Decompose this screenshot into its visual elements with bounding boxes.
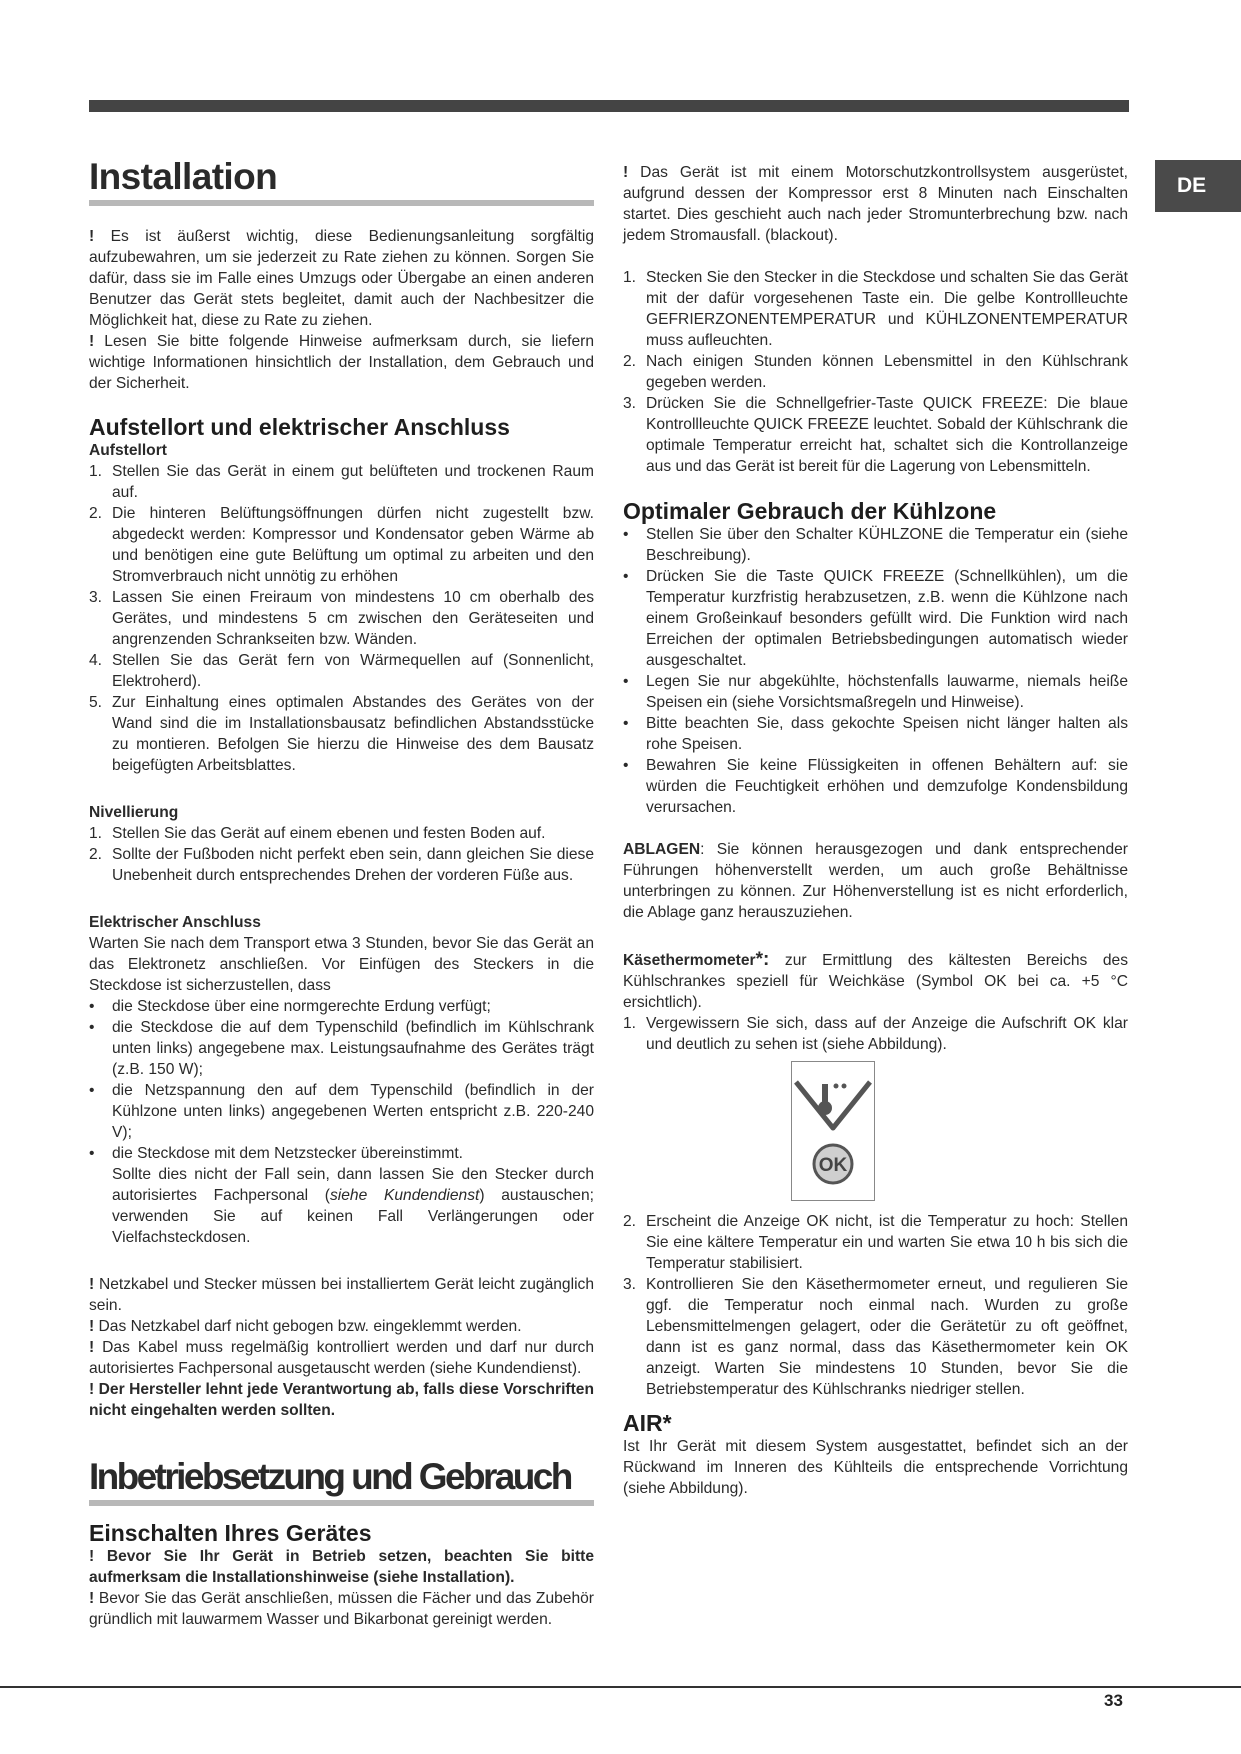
- item-text: Lassen Sie einen Freiraum von mindestens 10 cm oberhalb des Gerätes, und mindestens 5 cm zwischen den Geräteseiten und angrenzenden Schrankseiten bzw. Wänden.: [112, 589, 594, 648]
- item-number: 2.: [623, 353, 637, 370]
- list-item: [89, 823, 594, 844]
- switch-on-warning: ! Bevor Sie Ihr Gerät in Betrieb setzen, beachten Sie bitte aufmerksam die Installationshinweise (siehe Installation).: [89, 1548, 594, 1586]
- section-title-installation: Installation: [89, 155, 594, 206]
- item-text: Drücken Sie die Schnellgefrier-Taste QUICK FREEZE: Die blaue Kontrollleuchte QUICK FREEZE leuchtet. Sobald der Kühlschrank die optimale Temperatur erreicht hat, schaltet sich die Kontrollanzeige aus und das Gerät ist bereit für die Lagerung von Lebensmitteln.: [646, 395, 1128, 475]
- heading-place-and-connection: Aufstellort und elektrischer Anschluss: [89, 414, 510, 440]
- item-text: Erscheint die Anzeige OK nicht, ist die Temperatur zu hoch: Stellen Sie eine kältere Temperatur ein und warten Sie etwa 10 h bis sich die Temperatur stabilisiert.: [646, 1213, 1128, 1272]
- item-number: 3.: [623, 395, 637, 412]
- chevron-down-icon: [796, 1082, 870, 1128]
- bullet: •: [623, 526, 629, 543]
- start-list: [623, 267, 1128, 477]
- cheese-list-2: [623, 1211, 1128, 1400]
- item-number: 2.: [89, 846, 103, 863]
- item-number: 2.: [623, 1213, 637, 1230]
- subheading-place: Aufstellort: [89, 442, 167, 459]
- cheese-text: zur Ermittlung des kältesten Bereichs des Kühlschrankes speziell für Weichkäse (Symbol OK bei ca. +5 °C ersichtlich).: [623, 952, 1128, 1011]
- note-text: ) austauschen; verwenden Sie auf keinen Fall Verlängerungen oder Vielfachsteckdosen.: [112, 1187, 594, 1246]
- heading-switch-on: Einschalten Ihres Gerätes: [89, 1520, 372, 1546]
- left-column: [89, 155, 594, 1630]
- cheese-star: *:: [755, 949, 770, 970]
- cheese-thermometer-figure: [791, 1061, 875, 1201]
- warning-text: Netzkabel und Stecker müssen bei installiertem Gerät leicht zugänglich sein.: [89, 1276, 594, 1314]
- air-paragraph: Ist Ihr Gerät mit diesem System ausgestattet, befindet sich an der Rückwand im Inneren des Kühlteils die entsprechende Vorrichtung (siehe Abbildung).: [623, 1438, 1128, 1497]
- bullet: •: [89, 1019, 95, 1036]
- list-item: [89, 692, 594, 776]
- section-title-operation: Inbetriebsetzung und Gebrauch: [89, 1455, 594, 1506]
- place-list: [89, 461, 594, 776]
- note-mark: !: [89, 1318, 95, 1335]
- bullet: •: [623, 568, 629, 585]
- item-text: Vergewissern Sie sich, dass auf der Anzeige die Aufschrift OK klar und deutlich zu sehen ist (siehe Abbildung).: [646, 1015, 1128, 1053]
- item-number: 1.: [623, 1015, 637, 1032]
- intro-text-2: Lesen Sie bitte folgende Hinweise aufmerksam durch, sie liefern wichtige Informationen hinsichtlich der Installation, dem Gebrauch und der Sicherheit.: [89, 333, 594, 392]
- item-number: 3.: [623, 1276, 637, 1293]
- list-item: [89, 587, 594, 650]
- language-tab: DE: [1155, 160, 1241, 212]
- motor-protection-note: [623, 162, 1128, 246]
- note-text: Das Gerät ist mit einem Motorschutzkontrollsystem ausgerüstet, aufgrund dessen der Kompressor erst 8 Minuten nach Einschalten startet. Dies geschieht auch nach jeder Stromunterbrechung bzw. nach jedem Stromausfall. (blackout).: [623, 164, 1128, 244]
- subheading-leveling: Nivellierung: [89, 804, 179, 821]
- use-list: [623, 524, 1128, 818]
- switch-on-note: [89, 1588, 594, 1630]
- item-number: 1.: [623, 269, 637, 286]
- note-italic: siehe Kundendienst: [330, 1187, 480, 1204]
- list-item: [623, 1013, 1128, 1055]
- note-text: Sollte dies nicht der Fall sein, dann lassen Sie den Stecker durch autorisiertes Fachpersonal (: [112, 1166, 594, 1204]
- warning-3: [89, 1337, 594, 1379]
- list-item: [89, 996, 594, 1017]
- list-item: [623, 267, 1128, 351]
- bullet: •: [89, 998, 95, 1015]
- list-item: [623, 1211, 1128, 1274]
- bullet: •: [623, 673, 629, 690]
- shelves-text: : Sie können herausgezogen und dank entsprechender Führungen höhenverstellt werden, um auch große Behältnisse unterbringen zu können. Zur Höhenverstellung ist es nicht erforderlich, die Ablage ganz herauszuziehen.: [623, 841, 1128, 921]
- intro-paragraph-2: [89, 331, 594, 394]
- leveling-list: [89, 823, 594, 886]
- list-item: [623, 713, 1128, 755]
- bullet: •: [89, 1082, 95, 1099]
- list-item: [89, 1080, 594, 1143]
- list-item: [89, 650, 594, 692]
- list-item: [623, 1274, 1128, 1400]
- intro-paragraph-1: [89, 226, 594, 331]
- page-number: 33: [1104, 1691, 1123, 1710]
- dot-icon: [842, 1084, 847, 1089]
- note-mark: !: [89, 1276, 95, 1293]
- bottom-rule: [0, 1686, 1241, 1688]
- electrical-list: [89, 996, 594, 1164]
- electrical-intro: Warten Sie nach dem Transport etwa 3 Stunden, bevor Sie das Gerät an das Elektronetz anschließen. Vor Einfügen des Steckers in die Steckdose ist sicherzustellen, dass: [89, 935, 594, 994]
- bullet: •: [89, 1145, 95, 1162]
- item-text: Legen Sie nur abgekühlte, höchstenfalls lauwarme, niemals heiße Speisen ein (siehe Vorsichtsmaßregeln und Hinweise).: [646, 673, 1128, 711]
- bullet: •: [623, 757, 629, 774]
- bullet: •: [623, 715, 629, 732]
- item-text: Stellen Sie über den Schalter KÜHLZONE die Temperatur ein (siehe Beschreibung).: [646, 526, 1128, 564]
- item-text: Die hinteren Belüftungsöffnungen dürfen nicht zugestellt bzw. abgedeckt werden: Kompressor und Kondensator geben Wärme ab und benötigen eine gute Belüftung um optimal zu arbeiten und den Stromverbrauch nicht unnötig zu erhöhen: [112, 505, 594, 585]
- item-text: Zur Einhaltung eines optimalen Abstandes des Gerätes von der Wand sind die im Installationsbausatz befindlichen Abstandsstücke zu montieren. Befolgen Sie hierzu die Hinweise des dem Bausatz beigefügten Arbeitsblattes.: [112, 694, 594, 774]
- item-text: Stecken Sie den Stecker in die Steckdose und schalten Sie das Gerät mit der dafür vorgesehenen Taste ein. Die gelbe Kontrollleuchte GEFRIERZONENTEMPERATUR und KÜHLZONENTEMPERATUR muss aufleuchten.: [646, 269, 1128, 349]
- thermometer-drawing: [792, 1062, 874, 1200]
- item-text: Kontrollieren Sie den Käsethermometer erneut, und regulieren Sie ggf. die Temperatur noch einmal nach. Wurden zu große Lebensmittelmengen gelagert, oder die Gerätetür zu oft geöffnet, dann ist es ganz normal, dass das Käsethermometer kein OK anzeigt. Warten Sie mindestens 10 Stunden, bevor Sie die Betriebstemperatur des Kühlschranks niedriger stellen.: [646, 1276, 1128, 1398]
- subheading-electrical: Elektrischer Anschluss: [89, 914, 261, 931]
- item-text: Stellen Sie das Gerät fern von Wärmequellen auf (Sonnenlicht, Elektroherd).: [112, 652, 594, 690]
- item-number: 2.: [89, 505, 103, 522]
- intro-text-1: Es ist äußerst wichtig, diese Bedienungsanleitung sorgfältig aufzubewahren, um sie jederzeit zu Rate ziehen zu können. Sorgen Sie dafür, dass sie im Falle eines Umzugs oder Übergabe an einen anderen Benutzer das Gerät stets begleitet, damit auch der Nachbesitzer die Möglichkeit hat, diese zu Rate zu ziehen.: [89, 228, 594, 329]
- note-mark: !: [623, 164, 629, 181]
- list-item: [89, 503, 594, 587]
- list-item: [89, 844, 594, 886]
- thermometer-icon: [822, 1084, 828, 1102]
- ok-label: OK: [818, 1155, 848, 1176]
- list-item: [623, 671, 1128, 713]
- shelves-paragraph: [623, 839, 1128, 923]
- note-mark: !: [89, 1339, 95, 1356]
- item-text: Bewahren Sie keine Flüssigkeiten in offenen Behältern auf: sie würden die Feuchtigkeit erhöhen und demzufolge Kondensbildung verursachen.: [646, 757, 1128, 816]
- cheese-list-1: [623, 1013, 1128, 1055]
- note-mark: !: [89, 333, 95, 350]
- item-text: Sollte der Fußboden nicht perfekt eben sein, dann gleichen Sie diese Unebenheit durch entsprechendes Drehen der vorderen Füße aus.: [112, 846, 594, 884]
- item-text: Stellen Sie das Gerät auf einem ebenen und festen Boden auf.: [112, 825, 546, 842]
- shelves-label: ABLAGEN: [623, 841, 701, 858]
- warning-2: [89, 1316, 594, 1337]
- electrical-note: [89, 1164, 594, 1248]
- list-item: [623, 566, 1128, 671]
- list-item: [89, 1017, 594, 1080]
- warning-1: [89, 1274, 594, 1316]
- item-text: Drücken Sie die Taste QUICK FREEZE (Schnellkühlen), um die Temperatur kurzfristig herabzusetzen, z.B. wenn die Kühlzone nach einem Großeinkauf besonders gefüllt wird. Die Funktion wird nach Erreichen der optimalen Betriebsbedingungen automatisch wieder ausgeschaltet.: [646, 568, 1128, 669]
- item-text: Nach einigen Stunden können Lebensmittel in den Kühlschrank gegeben werden.: [646, 353, 1128, 391]
- item-text: Stellen Sie das Gerät in einem gut belüfteten und trockenen Raum auf.: [112, 463, 594, 501]
- heading-optimal-use: Optimaler Gebrauch der Kühlzone: [623, 498, 997, 524]
- item-number: 3.: [89, 589, 103, 606]
- item-text: Bitte beachten Sie, dass gekochte Speisen nicht länger halten als rohe Speisen.: [646, 715, 1128, 753]
- list-item: [89, 461, 594, 503]
- cheese-label: Käsethermometer: [623, 952, 756, 969]
- warning-liability: ! Der Hersteller lehnt jede Verantwortung ab, falls diese Vorschriften nicht eingehalten werden sollten.: [89, 1381, 594, 1419]
- note-mark: !: [89, 1590, 95, 1607]
- list-item: [623, 524, 1128, 566]
- list-item: [623, 755, 1128, 818]
- warning-text: Das Kabel muss regelmäßig kontrolliert werden und darf nur durch autorisiertes Fachpersonal ausgetauscht werden (siehe Kundendienst).: [89, 1339, 594, 1377]
- cheese-thermometer-paragraph: [623, 949, 1128, 1013]
- item-text: die Steckdose über eine normgerechte Erdung verfügt;: [112, 998, 491, 1015]
- warning-text: Das Netzkabel darf nicht gebogen bzw. eingeklemmt werden.: [94, 1318, 522, 1335]
- list-item: [623, 393, 1128, 477]
- item-number: 4.: [89, 652, 103, 669]
- top-rule: [89, 100, 1129, 112]
- dot-icon: [834, 1084, 839, 1089]
- item-number: 1.: [89, 463, 103, 480]
- item-text: die Netzspannung den auf dem Typenschild (befindlich in der Kühlzone unten links) angegebenen Werten entspricht z.B. 220-240 V);: [112, 1082, 594, 1141]
- list-item: [623, 351, 1128, 393]
- item-number: 5.: [89, 694, 103, 711]
- item-text: die Steckdose mit dem Netzstecker übereinstimmt.: [112, 1145, 463, 1162]
- dot-icon: [818, 1101, 832, 1115]
- right-column: [623, 162, 1128, 1499]
- item-text: die Steckdose die auf dem Typenschild (befindlich im Kühlschrank unten links) angegebene max. Leistungsaufnahme des Gerätes trägt (z.B. 150 W);: [112, 1019, 594, 1078]
- heading-air: AIR*: [623, 1410, 672, 1436]
- list-item: [89, 1143, 594, 1164]
- note-text: Bevor Sie das Gerät anschließen, müssen die Fächer und das Zubehör gründlich mit lauwarmem Wasser und Bikarbonat gereinigt werden.: [89, 1590, 594, 1628]
- item-number: 1.: [89, 825, 103, 842]
- note-mark: !: [89, 228, 95, 245]
